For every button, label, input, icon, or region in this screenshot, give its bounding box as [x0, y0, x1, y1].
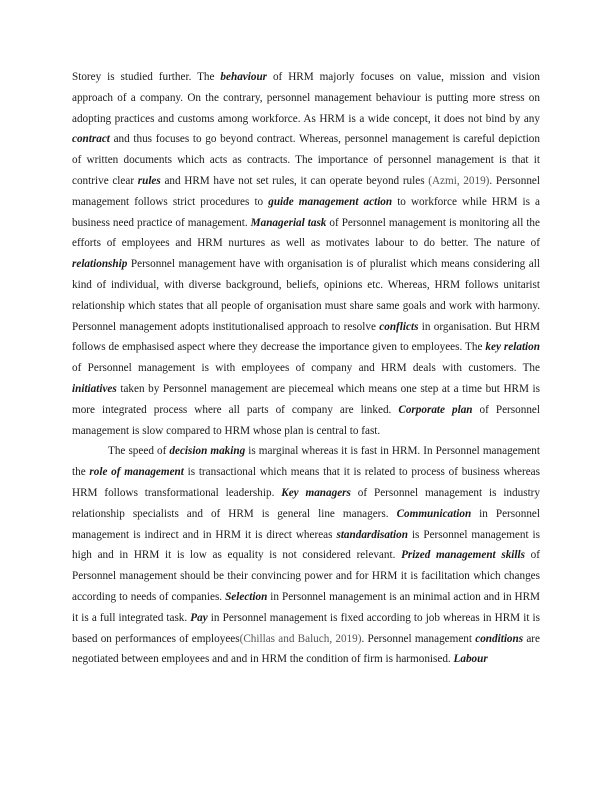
- emphasized-term: conditions: [475, 632, 524, 645]
- text-run: are negotiated between employees and and in HRM the condition of firm is harmonised.: [72, 632, 540, 666]
- emphasized-term: role of management: [89, 466, 184, 479]
- text-run: The speed of: [108, 445, 170, 458]
- text-run: and thus focuses to go beyond contract. Whereas, personnel management is careful depiction of written documents which acts as contracts. The importance of personnel management is that it contrive clear: [72, 133, 540, 187]
- emphasized-term: Communication: [396, 507, 472, 520]
- emphasized-term: Managerial task: [250, 216, 327, 229]
- citation: (Azmi, 2019): [428, 174, 490, 187]
- text-run: in Personnel management is fixed according to job whereas in HRM it is based on performances of employees: [72, 611, 540, 645]
- text-run: is Personnel management is high and in HRM it is low as equality is not considered relevant.: [72, 528, 540, 562]
- emphasized-term: initiatives: [72, 382, 117, 395]
- text-run: Storey is studied further. The: [72, 71, 221, 83]
- text-run: . Personnel management: [361, 632, 476, 645]
- text-run: of Personnel management is monitoring all the efforts of employees and HRM nurtures as well as motivates labour to do better. The nature of: [72, 216, 540, 250]
- emphasized-term: Selection: [225, 590, 268, 603]
- paragraph: [72, 441, 540, 670]
- text-run: and HRM have not set rules, it can operate beyond rules: [160, 174, 429, 187]
- text-run: taken by Personnel management are piecemeal which means one step at a time but HRM is more integrated process where all parts of company are linked.: [72, 382, 540, 416]
- body-text: [72, 67, 540, 670]
- text-run: Personnel management have with organisation is of pluralist which means considering all kind of individual, with diverse background, beliefs, opinions etc. Whereas, HRM follows unitarist relationship which states that all people of organisation must share same goals and work with harmony. Personnel management adopts institutionalised approach to resolve: [72, 258, 540, 333]
- emphasized-term: standardisation: [336, 528, 408, 541]
- emphasized-term: Pay: [190, 611, 208, 624]
- emphasized-term: guide management action: [268, 195, 393, 208]
- citation: (Chillas and Baluch, 2019): [239, 632, 362, 645]
- text-run: of Personnel management is slow compared to HRM whose plan is central to fast.: [72, 403, 540, 437]
- paragraph: [72, 67, 540, 441]
- text-run: in organisation. But HRM follows de emphasised aspect where they decrease the importance given to employees. The: [72, 320, 540, 354]
- text-run: of Personnel management is with employees of company and HRM deals with customers. The: [72, 362, 540, 375]
- emphasized-term: relationship: [72, 258, 128, 271]
- emphasized-term: contract: [72, 133, 110, 146]
- text-run: is transactional which means that it is related to process of business whereas HRM follows transformational leadership.: [72, 466, 540, 499]
- text-run: in Personnel management is an minimal action and in HRM it is a full integrated task.: [72, 590, 540, 624]
- emphasized-term: conflicts: [379, 320, 419, 333]
- emphasized-term: decision making: [169, 445, 246, 458]
- emphasized-term: behaviour: [220, 71, 268, 83]
- emphasized-term: Corporate plan: [398, 403, 473, 416]
- text-run: in Personnel management is indirect and in HRM it is direct whereas: [72, 507, 540, 541]
- emphasized-term: key relation: [485, 341, 540, 354]
- text-run: of HRM majorly focuses on value, mission and vision approach of a company. On the contrary, personnel management behaviour is putting more stress on adopting practices and customs among workforce. As HRM is a wide concept, it does not bind by any: [72, 71, 541, 125]
- text-run: of Personnel management is industry relationship specialists and of HRM is general line managers.: [72, 486, 540, 520]
- text-run: . Personnel management follows strict procedures to: [72, 174, 541, 208]
- text-run: of Personnel management should be their convincing power and for HRM it is facilitation which changes according to needs of companies.: [72, 549, 540, 603]
- text-run: to workforce while HRM is a business need practice of management.: [72, 195, 540, 229]
- emphasized-term: rules: [137, 174, 161, 187]
- emphasized-term: Key managers: [281, 486, 351, 499]
- text-run: is marginal whereas it is fast in HRM. In Personnel management the: [72, 445, 540, 479]
- emphasized-term: Labour: [453, 653, 488, 666]
- emphasized-term: Prized management skills: [401, 549, 525, 562]
